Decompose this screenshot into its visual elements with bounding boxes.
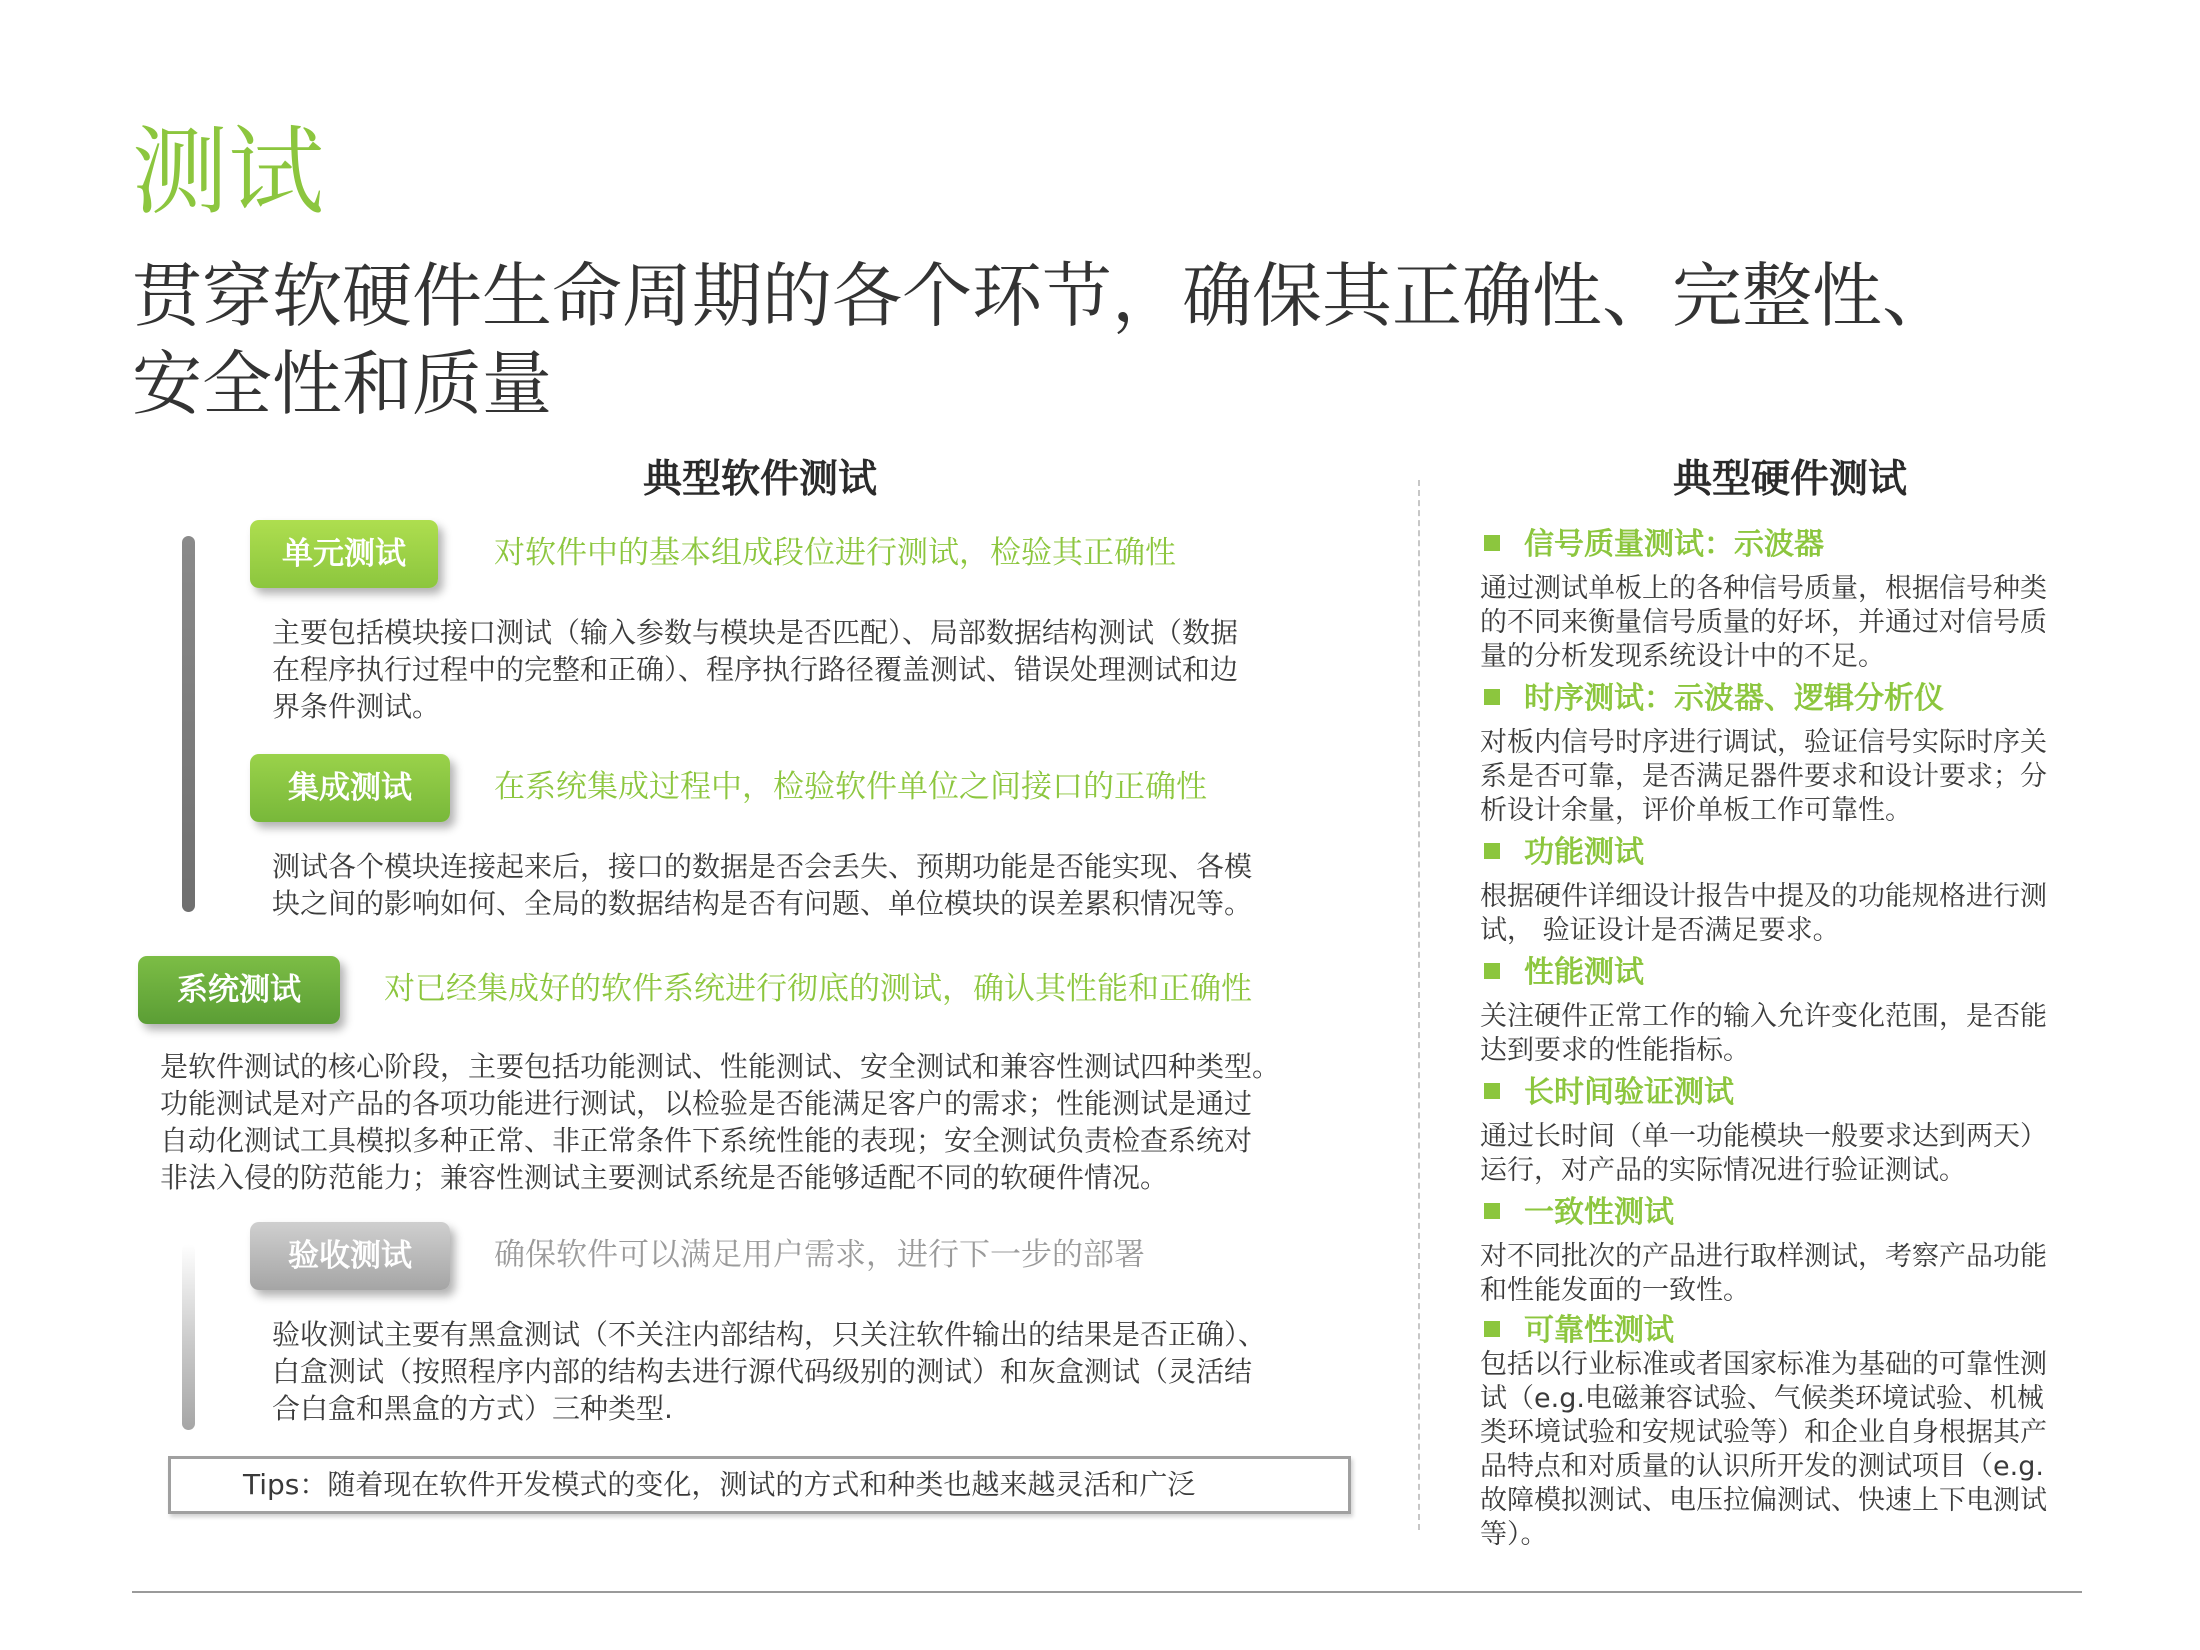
body-line: 达到要求的性能指标。 bbox=[1480, 1035, 1750, 1066]
hw-item-body bbox=[1480, 1120, 2086, 1188]
page-title: 测试 bbox=[132, 116, 324, 228]
body-line: 析设计余量，评价单板工作可靠性。 bbox=[1480, 795, 1912, 826]
unit-test-tag: 单元测试 bbox=[250, 520, 438, 588]
hw-item-reliability bbox=[1480, 1310, 2086, 1552]
body-line: 是软件测试的核心阶段，主要包括功能测试、性能测试、安全测试和兼容性测试四种类型。 bbox=[160, 1050, 1281, 1083]
body-line: 根据硬件详细设计报告中提及的功能规格进行测 bbox=[1480, 881, 2047, 912]
bullet-square-icon bbox=[1484, 1203, 1500, 1219]
subtitle-line: 贯穿软硬件生命周期的各个环节，确保其正确性、完整性、 bbox=[132, 255, 1952, 337]
body-line: 界条件测试。 bbox=[272, 690, 441, 723]
timeline-bar-upper bbox=[182, 536, 195, 912]
hardware-section-heading: 典型硬件测试 bbox=[1672, 457, 1907, 502]
system-test-body bbox=[160, 1048, 1410, 1196]
body-line: 自动化测试工具模拟多种正常、非正常条件下系统性能的表现；安全测试负责检查系统对 bbox=[160, 1124, 1253, 1157]
body-line: 测试各个模块连接起来后，接口的数据是否会丢失、预期功能是否能实现、各模 bbox=[272, 850, 1253, 883]
body-line: 通过测试单板上的各种信号质量，根据信号种类 bbox=[1480, 573, 2047, 604]
body-line: 和性能发面的一致性。 bbox=[1480, 1275, 1750, 1306]
bullet-square-icon bbox=[1484, 1321, 1500, 1337]
acceptance-test-description: 确保软件可以满足用户需求，进行下一步的部署 bbox=[494, 1237, 1145, 1273]
acceptance-test-tag: 验收测试 bbox=[250, 1222, 450, 1290]
software-section-heading: 典型软件测试 bbox=[642, 457, 877, 502]
hw-item-body bbox=[1480, 572, 2086, 674]
hw-item-title: 一致性测试 bbox=[1524, 1195, 1674, 1230]
hw-item-title: 时序测试：示波器、逻辑分析仪 bbox=[1524, 681, 1944, 716]
unit-test-body bbox=[272, 614, 1392, 725]
column-divider bbox=[1418, 480, 1420, 1530]
body-line: 功能测试是对产品的各项功能进行测试，以检验是否能满足客户的需求；性能测试是通过 bbox=[160, 1087, 1253, 1120]
hw-item-body bbox=[1480, 726, 2086, 828]
bullet-square-icon bbox=[1484, 535, 1500, 551]
bullet-square-icon bbox=[1484, 843, 1500, 859]
timeline-bar-lower bbox=[182, 1244, 195, 1430]
body-line: 对不同批次的产品进行取样测试，考察产品功能 bbox=[1480, 1241, 2047, 1272]
hw-item-body bbox=[1480, 1348, 2086, 1552]
hw-item-title: 长时间验证测试 bbox=[1524, 1075, 1734, 1110]
hw-item-functional bbox=[1480, 832, 2086, 948]
page-subtitle bbox=[132, 252, 2112, 428]
body-line: 量的分析发现系统设计中的不足。 bbox=[1480, 641, 1885, 672]
unit-test-description: 对软件中的基本组成段位进行测试，检验其正确性 bbox=[494, 535, 1176, 571]
hw-item-title: 性能测试 bbox=[1524, 955, 1644, 990]
body-line: 非法入侵的防范能力；兼容性测试主要测试系统是否能够适配不同的软硬件情况。 bbox=[160, 1161, 1169, 1194]
tips-box: Tips：随着现在软件开发模式的变化，测试的方式和种类也越来越灵活和广泛 bbox=[168, 1456, 1351, 1514]
integration-test-body bbox=[272, 848, 1392, 922]
body-line: 主要包括模块接口测试（输入参数与模块是否匹配）、局部数据结构测试（数据 bbox=[272, 616, 1239, 649]
hw-item-body bbox=[1480, 880, 2086, 948]
system-test-description: 对已经集成好的软件系统进行彻底的测试，确认其性能和正确性 bbox=[384, 971, 1252, 1007]
body-line: 试（e.g.电磁兼容试验、气候类环境试验、机械 bbox=[1480, 1383, 2044, 1414]
system-test-tag: 系统测试 bbox=[138, 956, 340, 1024]
body-line: 对板内信号时序进行调试，验证信号实际时序关 bbox=[1480, 727, 2047, 758]
body-line: 等）。 bbox=[1480, 1519, 1548, 1550]
hw-item-title: 可靠性测试 bbox=[1524, 1313, 1674, 1348]
body-line: 的不同来衡量信号质量的好坏，并通过对信号质 bbox=[1480, 607, 2047, 638]
bullet-square-icon bbox=[1484, 963, 1500, 979]
bottom-rule bbox=[132, 1591, 2082, 1593]
acceptance-test-body bbox=[272, 1316, 1392, 1427]
hw-item-timing bbox=[1480, 678, 2086, 828]
body-line: 品特点和对质量的认识所开发的测试项目（e.g. bbox=[1480, 1451, 2044, 1482]
hw-item-body bbox=[1480, 1240, 2086, 1308]
body-line: 白盒测试（按照程序内部的结构去进行源代码级别的测试）和灰盒测试（灵活结 bbox=[272, 1355, 1253, 1388]
hw-item-consistency bbox=[1480, 1192, 2086, 1308]
integration-test-tag: 集成测试 bbox=[250, 754, 450, 822]
hw-item-title: 功能测试 bbox=[1524, 835, 1644, 870]
hw-item-signal-quality bbox=[1480, 524, 2086, 674]
subtitle-line: 安全性和质量 bbox=[132, 343, 552, 425]
body-line: 包括以行业标准或者国家标准为基础的可靠性测 bbox=[1480, 1349, 2047, 1380]
hw-item-long-duration bbox=[1480, 1072, 2086, 1188]
hw-item-body bbox=[1480, 1000, 2086, 1068]
body-line: 类环境试验和安规试验等）和企业自身根据其产 bbox=[1480, 1417, 2047, 1448]
body-line: 故障模拟测试、电压拉偏测试、快速上下电测试 bbox=[1480, 1485, 2047, 1516]
hw-item-performance bbox=[1480, 952, 2086, 1068]
bullet-square-icon bbox=[1484, 1083, 1500, 1099]
hw-item-title: 信号质量测试：示波器 bbox=[1524, 527, 1824, 562]
body-line: 系是否可靠，是否满足器件要求和设计要求；分 bbox=[1480, 761, 2047, 792]
integration-test-description: 在系统集成过程中，检验软件单位之间接口的正确性 bbox=[494, 769, 1207, 805]
body-line: 运行，对产品的实际情况进行验证测试。 bbox=[1480, 1155, 1966, 1186]
bullet-square-icon bbox=[1484, 689, 1500, 705]
body-line: 在程序执行过程中的完整和正确）、程序执行路径覆盖测试、错误处理测试和边 bbox=[272, 653, 1239, 686]
body-line: 试， 验证设计是否满足要求。 bbox=[1480, 915, 1840, 946]
body-line: 块之间的影响如何、全局的数据结构是否有问题、单位模块的误差累积情况等。 bbox=[272, 887, 1253, 920]
body-line: 关注硬件正常工作的输入允许变化范围，是否能 bbox=[1480, 1001, 2047, 1032]
body-line: 通过长时间（单一功能模块一般要求达到两天） bbox=[1480, 1121, 2047, 1152]
body-line: 验收测试主要有黑盒测试（不关注内部结构，只关注软件输出的结果是否正确）、 bbox=[272, 1318, 1267, 1351]
body-line: 合白盒和黑盒的方式）三种类型. bbox=[272, 1392, 673, 1425]
